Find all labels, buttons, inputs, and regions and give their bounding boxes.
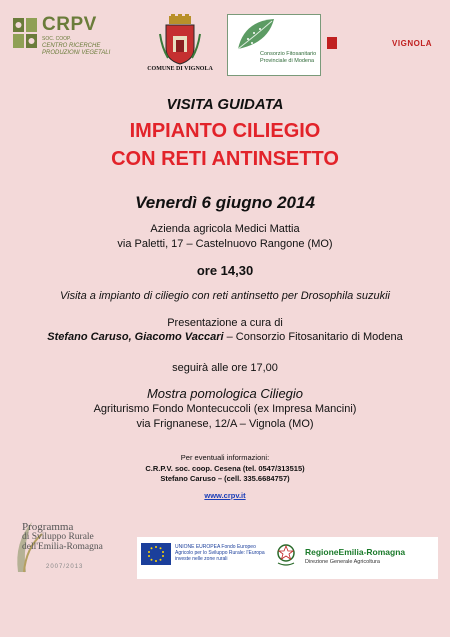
contacts-caruso: Stefano Caruso – (cell. 335.6684757) (160, 474, 290, 483)
follow-time: seguirà alle ore 17,00 (172, 362, 278, 374)
vignola-brand-logo (326, 36, 432, 50)
leaf-icon (228, 15, 320, 51)
crpv-emblem-icon (12, 16, 38, 50)
regione-logo (305, 547, 433, 565)
consorzio-logo (227, 14, 321, 76)
psr-line-2: di Sviluppo Rurale (22, 532, 94, 542)
website-link[interactable]: www.crpv.it (204, 491, 246, 500)
event-description: Visita a impianto di ciliegio con reti antinsetto per Drosophila suzukii (60, 290, 390, 302)
crpv-soc: SOC. COOP. (42, 36, 72, 42)
event-title-line-2: CON RETI ANTINSETTO (111, 148, 339, 170)
show-venue: Agriturismo Fondo Montecuccoli (ex Impresa Mancini) (93, 403, 357, 415)
event-kicker: VISITA GUIDATA (166, 96, 284, 113)
vignola-shield-icon (326, 36, 338, 50)
venue-name: Azienda agricola Medici Mattia (150, 223, 300, 235)
psr-years: 2007/2013 (46, 564, 84, 570)
event-time: ore 14,30 (196, 263, 254, 278)
regione-name: RegioneEmilia-Romagna (305, 547, 406, 557)
contacts-label: Per eventuali informazioni: (180, 453, 270, 462)
presenters-names: Stefano Caruso, Giacomo Vaccari (47, 331, 224, 343)
event-title-line-1: IMPIANTO CILIEGIO (129, 120, 321, 142)
psr-logo (12, 512, 130, 592)
eu-fund-text: UNIONE EUROPEA Fondo Europeo Agricolo per lo Sviluppo Rurale: l'Europa investe nelle zone rurali (175, 544, 265, 562)
regione-department: Direzione Generale Agricoltura (305, 559, 380, 565)
coat-of-arms-icon (142, 14, 218, 66)
show-address: via Frignanese, 12/A – Vignola (MO) (136, 418, 314, 430)
psr-line-3: dell'Emilia-Romagna (22, 542, 103, 552)
presentation-label: Presentazione a cura di (167, 317, 283, 329)
partners-banner (137, 537, 438, 579)
event-date: Venerdì 6 giugno 2014 (135, 193, 315, 212)
eu-flag-icon (141, 543, 171, 565)
crpv-name: CRPV (42, 14, 97, 35)
presenters-org: – Consorzio Fitosanitario di Modena (223, 331, 403, 343)
crpv-logo (12, 14, 122, 58)
psr-line-1: Programma (22, 521, 74, 533)
comune-vignola-logo (142, 14, 218, 76)
comune-vignola-label: COMUNE DI VIGNOLA (147, 66, 213, 72)
vignola-brand-name: VIGNOLA (392, 39, 432, 48)
contacts-crpv: C.R.P.V. soc. coop. Cesena (tel. 0547/313515) (145, 464, 305, 473)
website-link-wrap (0, 485, 450, 503)
italian-republic-emblem-icon (275, 541, 297, 567)
psr-text (22, 522, 103, 552)
crpv-subtitle: CENTRO RICERCHE PRODUZIONI VEGETALI (42, 43, 111, 56)
venue-address: via Paletti, 17 – Castelnuovo Rangone (MO) (117, 238, 333, 250)
consorzio-label: Consorzio Fitosanitario Provinciale di Modena (260, 51, 317, 64)
show-title: Mostra pomologica Ciliegio (146, 386, 304, 401)
presenters-line (0, 331, 450, 343)
